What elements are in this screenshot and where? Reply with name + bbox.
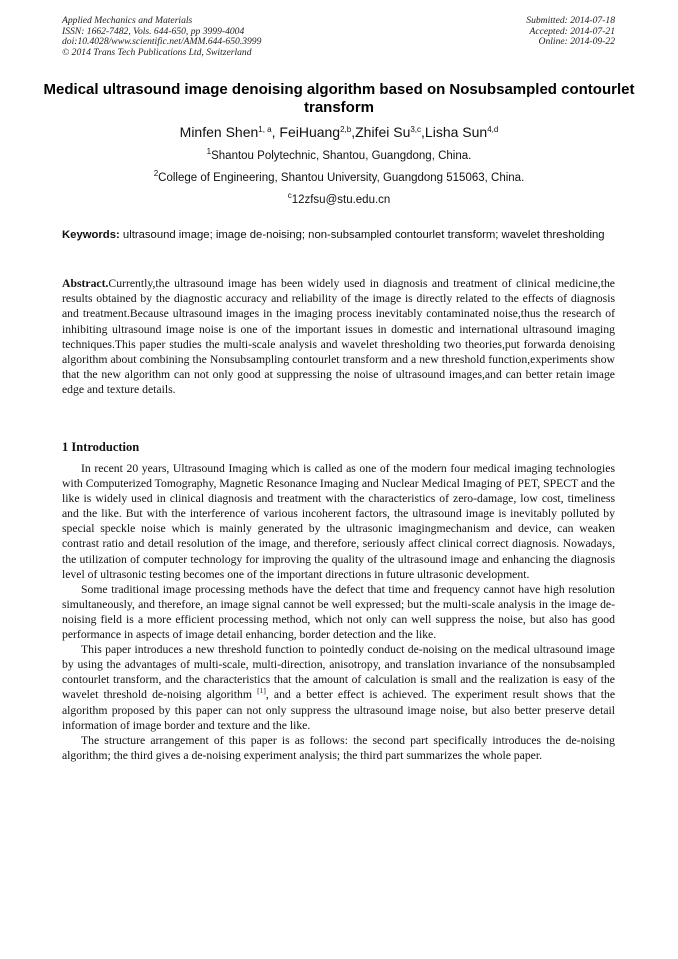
keywords-text: ultrasound image; image de-noising; non-subsampled contourlet transform; wavelet thresholding <box>122 229 605 241</box>
author-name: FeiHuang <box>279 124 341 140</box>
doi-line: doi:10.4028/www.scientific.net/AMM.644-650.3999 <box>62 36 262 48</box>
author-name: Zhifei Su <box>355 124 411 140</box>
publication-info <box>62 16 261 58</box>
author-affiliation-mark: 4,d <box>487 125 499 134</box>
accepted-date: Accepted: 2014-07-21 <box>529 25 615 37</box>
affiliation-mark: 2 <box>153 169 159 178</box>
introduction-body <box>62 461 615 763</box>
citation-reference: [1] <box>257 686 266 696</box>
paragraph: In recent 20 years, Ultrasound Imaging which is called as one of the modern four medical imaging technologies with Computerized Tomography, Magnetic Resonance Imaging and Nuclear Medical Imaging of PET, SPECT and the like is widely used in clinical diagnosis and treatment with the characteristics of zero-damage, low cost, timeliness and the like. But with the interference of various incoherent factors, the ultrasound image is inevitably polluted by special speckle noise which is mainly generated by the ultrasonic imagingmechanism and device, can weaken contrast ratio and detail resolution of the image, and therefore, seriously affect clinical correct diagnosis. Nowadays, the utilization of computer technology for improving the quality of the ultrasound image and enhancing the diagnosis level of ultrasonic testing becomes one of the important directions in future ultrasonic development. <box>62 462 615 581</box>
affiliation-text: College of Engineering, Shantou University, Guangdong 515063, China. <box>158 172 525 184</box>
journal-name: Applied Mechanics and Materials <box>62 15 193 26</box>
paragraph <box>62 642 615 733</box>
contact-email <box>40 193 638 207</box>
affiliation-mark: 1 <box>206 147 212 156</box>
abstract-block <box>62 276 615 398</box>
keywords-label: Keywords: <box>62 229 120 241</box>
section-heading: 1 Introduction <box>62 440 140 454</box>
online-date: Online: 2014-09-22 <box>538 36 615 48</box>
issn-line: ISSN: 1662-7482, Vols. 644-650, pp 3999-4004 <box>62 25 245 37</box>
author-name: Lisha Sun <box>424 124 488 140</box>
author-affiliation-mark: 2,b <box>340 125 352 134</box>
affiliation-1 <box>40 149 638 163</box>
affiliation-text: Shantou Polytechnic, Shantou, Guangdong, China. <box>211 150 472 162</box>
paragraph: Some traditional image processing methods have the defect that time and frequency cannot have high resolution simultaneously, and therefore, an image signal cannot be well expressed; but the multi-scale analysis in the image de-noising field is a more efficient processing method, which not only can well suppress the noise, but also has good performance in aspects of image detail enhancing, border detection and the like. <box>62 582 615 642</box>
author-name: Minfen Shen <box>179 124 259 140</box>
email-text: 12zfsu@stu.edu.cn <box>291 194 391 206</box>
copyright-line: © 2014 Trans Tech Publications Ltd, Switzerland <box>62 46 252 58</box>
author-list: Minfen Shen$^{1, a}$, FeiHuang$^{2,b}$,Zhifei Su$^{3,c}$,Lisha Sun$^{4,d}$ <box>179 124 499 140</box>
keywords-block <box>62 228 615 242</box>
paragraph-text: , and a better effect is achieved. The experiment result shows that the algorithm proposed by this paper can not only suppress the ultrasound image noise, but also better preserve detail information of image border and texture and the like. <box>62 688 616 732</box>
abstract-label: Abstract. <box>62 277 109 290</box>
author-affiliation-mark: 1, a <box>258 125 272 134</box>
submitted-date: Submitted: 2014-07-18 <box>526 15 615 26</box>
abstract-text: Currently,the ultrasound image has been widely used in diagnosis and treatment of clinical medicine,the results obtained by the diagnostic accuracy and reliability of the image is directly related to the effects of diagnosis and treatment.Because ultrasound images in the imaging process inevitably contaminated noise,thus the research of inhibiting ultrasound image noise is one of the important issues in domestic and international ultrasound imaging techniques.This paper studies the multi-scale analysis and wavelet thresholding two theories,put forwarda denoising algorithm about combining the Nonsubsampling contourlet transform and a new threshold function,experiments show that the new algorithm can not only good at suppressing the noise of ultrasound images,and can better retain image edge and texture details. <box>62 277 615 397</box>
affiliation-mark: c <box>287 191 292 200</box>
publication-dates <box>526 16 615 48</box>
author-affiliation-mark: 3,c <box>410 125 422 134</box>
paragraph: The structure arrangement of this paper is as follows: the second part specifically introduces the de-noising algorithm; the third gives a de-noising experiment analysis; the third part summarizes the whole paper. <box>62 733 615 762</box>
paragraph-text: This paper introduces a new threshold function to pointedly conduct de-noising on the medical ultrasound image by using the advantages of multi-scale, multi-direction, anisotropy, and translation invariance of the nonsubsampled contourlet transform, and the characteristics that the amount of calculation is small and the realization is easy of the wavelet threshold de-noising algorithm <box>62 643 615 702</box>
affiliation-2 <box>40 171 638 185</box>
paper-title: Medical ultrasound image denoising algorithm based on Nosubsampled contourlet transform <box>43 81 635 116</box>
